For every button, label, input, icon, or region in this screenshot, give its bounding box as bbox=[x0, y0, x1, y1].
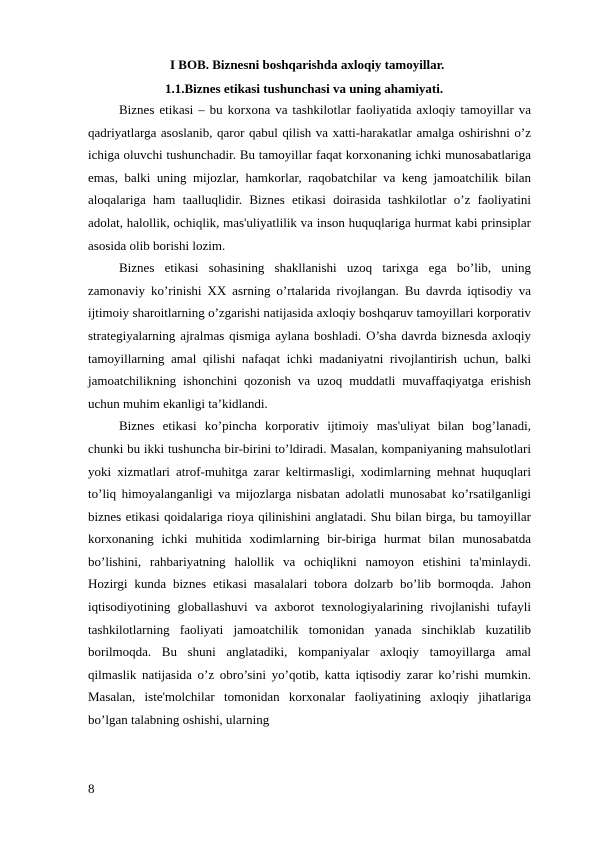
chapter-title: I BOB. Biznesni boshqarishda axloqiy tamoyillar. bbox=[170, 57, 445, 72]
page-number: 8 bbox=[88, 781, 95, 796]
paragraph-2: Biznes etikasi sohasining shakllanishi uzoq tarixga ega bo’lib, uning zamonaviy ko’rinishi XX asrning o’rtalarida rivojlangan. Bu davrda iqtisodiy va ijtimoiy sharoitlarning o’zgarishi natijasida axloqiy boshqaruv tamoyillari korporativ strategiyalarning ajralmas qismiga aylana boshladi. O’sha davrda biznesda axloqiy tamoyillarning amal qilishi nafaqat ichki madaniyatni rivojlantirish uchun, balki jamoatchilikning ishonchini qozonish va uzoq muddatli muvaffaqiyatga erishish uchun muhim ekanligi ta’kidlandi. bbox=[88, 260, 531, 411]
paragraph-1: Biznes etikasi – bu korxona va tashkilotlar faoliyatida axloqiy tamoyillar va qadriyatlarga asoslanib, qaror qabul qilish va xatti-harakatlar amalga oshirishni o’z ichiga oluvchi tushunchadir. Bu tamoyillar faqat korxonaning ichki munosabatlariga emas, balki uning mijozlar, hamkorlar, raqobatchilar va keng jamoatchilik bilan aloqalariga ham taalluqlidir. Biznes etikasi doirasida tashkilotlar o’z faoliyatini adolat, halollik, ochiqlik, mas'uliyatlilik va inson huquqlariga hurmat kabi prinsiplar asosida olib borishi lozim. bbox=[88, 102, 531, 253]
paragraph-3: Biznes etikasi ko’pincha korporativ ijtimoiy mas'uliyat bilan bog’lanadi, chunki bu ikki tushuncha bir-birini to’ldiradi. Masalan, kompaniyaning mahsulotlari yoki xizmatlari atrof-muhitga zarar keltirmasligi, xodimlarning mehnat huquqlari to’liq himoyalanganligi va mijozlarga nisbatan adolatli munosabat ko’rsatilganligi biznes etikasi qoidalariga rioya qilinishini anglatadi. Shu bilan birga, bu tamoyillar korxonaning ichki muhitida xodimlarning bir-biriga hurmat bilan munosabatda bo’lishini, rahbariyatning halollik va ochiqlikni namoyon etishini ta'minlaydi. Hozirgi kunda biznes etikasi masalalari tobora dolzarb bo’lib bormoqda. Jahon iqtisodiyotining globallashuvi va axborot texnologiyalarining rivojlanishi tufayli tashkilotlarning faoliyati jamoatchilik tomonidan yanada sinchiklab kuzatilib borilmoqda. Bu shuni anglatadiki, kompaniyalar axloqiy tamoyillarga amal qilmaslik natijasida o’z obro’sini yo’qotib, katta iqtisodiy zarar ko’rishi mumkin. Masalan, iste'molchilar tomonidan korxonalar faoliyatining axloqiy jihatlariga bo’lgan talabning oshishi, ularning bbox=[88, 418, 531, 728]
section-title: 1.1.Biznes etikasi tushunchasi va uning ahamiyati. bbox=[165, 81, 444, 96]
body-text bbox=[88, 99, 531, 732]
